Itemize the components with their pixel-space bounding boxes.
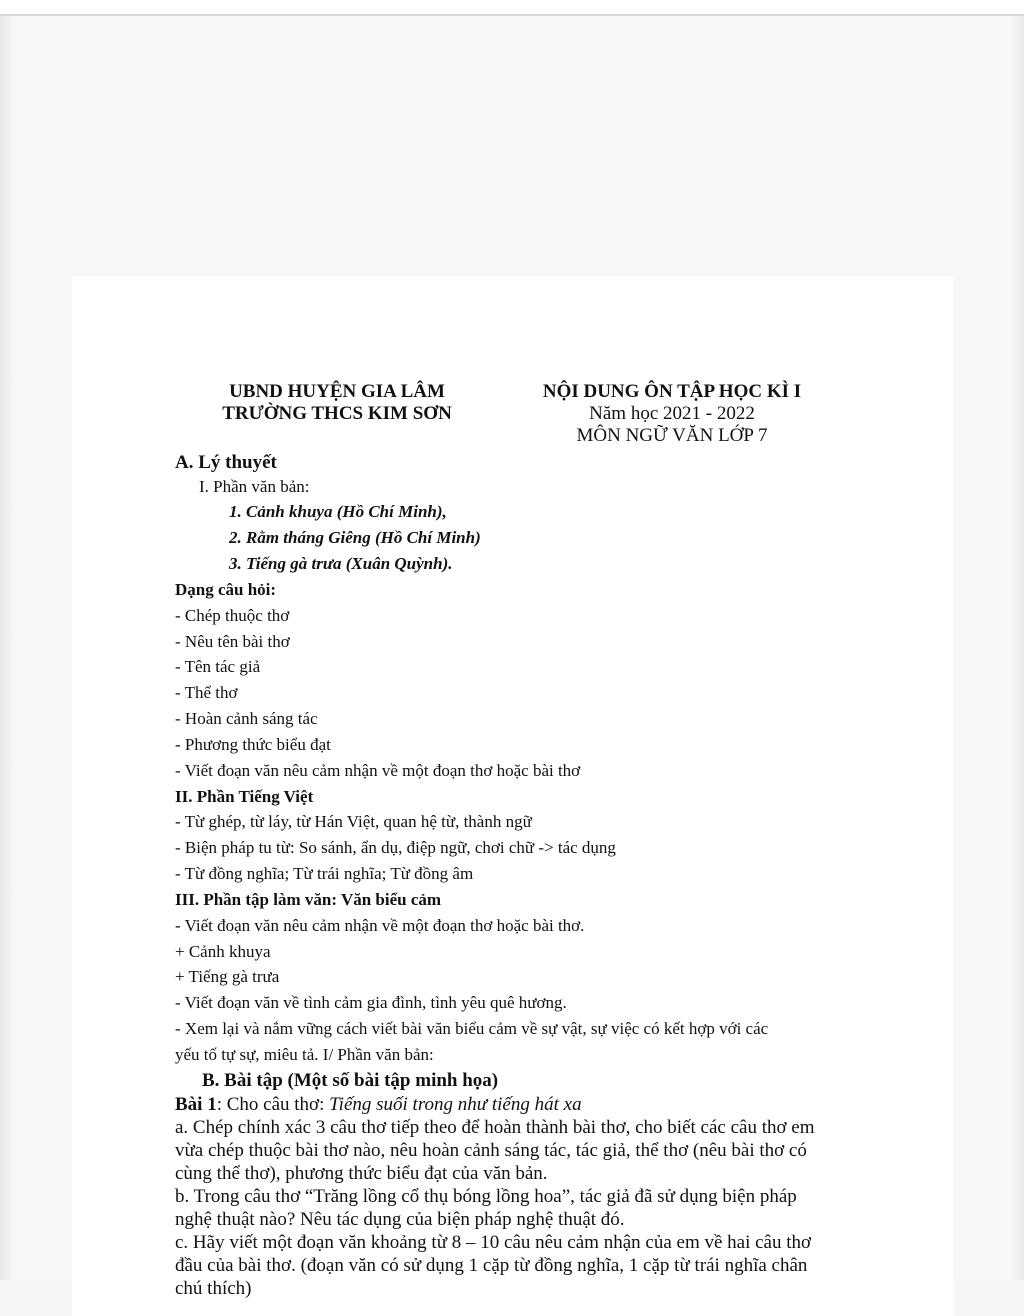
exercise-1-prompt xyxy=(175,1094,582,1116)
exercise-line: nghệ thuật nào? Nêu tác dụng của biện pháp nghệ thuật đó. xyxy=(175,1209,625,1230)
section-b-title: B. Bài tập (Một số bài tập minh họa) xyxy=(202,1070,499,1091)
list-item: - Xem lại và nắm vững cách viết bài văn biểu cảm về sự vật, sự việc có kết hợp với các xyxy=(175,1019,769,1038)
list-item: - Hoàn cảnh sáng tác xyxy=(175,709,318,728)
exercise-line: cùng thể thơ), phương thức biểu đạt của văn bản. xyxy=(175,1163,548,1184)
exercise-line: vừa chép thuộc bài thơ nào, nêu hoàn cảnh sáng tác, tác giả, thể thơ (nêu bài thơ có xyxy=(175,1140,807,1161)
school-header xyxy=(172,381,502,425)
viewer-top-bar xyxy=(0,0,1024,16)
document-viewer[interactable] xyxy=(0,16,1024,1299)
exercise-line: b. Trong câu thơ “Trăng lồng cổ thụ bóng lồng hoa”, tác giả đã sử dụng biện pháp xyxy=(175,1186,797,1207)
school-name: TRƯỜNG THCS KIM SƠN xyxy=(222,403,452,424)
document-title-block xyxy=(502,381,842,447)
question-types-title: Dạng câu hỏi: xyxy=(175,580,277,599)
section-a-title: A. Lý thuyết xyxy=(175,452,277,473)
list-item: - Tên tác giả xyxy=(175,657,261,676)
list-item: yếu tố tự sự, miêu tả. I/ Phần văn bản: xyxy=(175,1045,434,1064)
list-item: - Thể thơ xyxy=(175,683,238,702)
school-year: Năm học 2021 - 2022 xyxy=(589,403,755,424)
exercise-line: chú thích) xyxy=(175,1278,252,1299)
exercise-line: a. Chép chính xác 3 câu thơ tiếp theo để hoàn thành bài thơ, cho biết các câu thơ em xyxy=(175,1117,815,1138)
list-item: - Từ đồng nghĩa; Từ trái nghĩa; Từ đồng âm xyxy=(175,864,474,883)
part1-title: I. Phần văn bản: xyxy=(199,477,310,496)
list-item: - Viết đoạn văn về tình cảm gia đình, tình yêu quê hương. xyxy=(175,993,567,1012)
subject-grade: MÔN NGỮ VĂN LỚP 7 xyxy=(576,425,768,446)
list-item: - Chép thuộc thơ xyxy=(175,606,290,625)
list-item: - Viết đoạn văn nêu cảm nhận về một đoạn thơ hoặc bài thơ. xyxy=(175,916,585,935)
poem-item: 3. Tiếng gà trưa (Xuân Quỳnh). xyxy=(229,554,453,573)
exercise-1-text: : Cho câu thơ: xyxy=(216,1094,330,1115)
list-item: - Viết đoạn văn nêu cảm nhận về một đoạn thơ hoặc bài thơ xyxy=(175,761,581,780)
exercise-line: đầu của bài thơ. (đoạn văn có sử dụng 1 cặp từ đồng nghĩa, 1 cặp từ trái nghĩa chân xyxy=(175,1255,808,1276)
district-name: UBND HUYỆN GIA LÂM xyxy=(229,381,445,402)
list-item: + Tiếng gà trưa xyxy=(175,967,280,986)
list-item: - Nêu tên bài thơ xyxy=(175,632,290,651)
document-title: NỘI DUNG ÔN TẬP HỌC KÌ I xyxy=(542,381,802,402)
list-item: + Cảnh khuya xyxy=(175,942,271,961)
exercise-1-label: Bài 1 xyxy=(175,1094,217,1115)
list-item: - Từ ghép, từ láy, từ Hán Việt, quan hệ từ, thành ngữ xyxy=(175,812,532,831)
list-item: - Phương thức biểu đạt xyxy=(175,735,331,754)
list-item: - Biện pháp tu từ: So sánh, ẩn dụ, điệp ngữ, chơi chữ -> tác dụng xyxy=(175,838,616,857)
part3-title: III. Phần tập làm văn: Văn biểu cảm xyxy=(175,890,442,909)
poem-item: 2. Rằm tháng Giêng (Hồ Chí Minh) xyxy=(229,528,481,547)
exercise-line: c. Hãy viết một đoạn văn khoảng từ 8 – 10 câu nêu cảm nhận của em về hai câu thơ xyxy=(175,1232,812,1253)
part2-title: II. Phần Tiếng Việt xyxy=(175,787,314,806)
document-page xyxy=(72,276,954,1316)
poem-item: 1. Cảnh khuya (Hồ Chí Minh), xyxy=(229,502,447,521)
exercise-1-quote: Tiếng suối trong như tiếng hát xa xyxy=(329,1094,582,1115)
